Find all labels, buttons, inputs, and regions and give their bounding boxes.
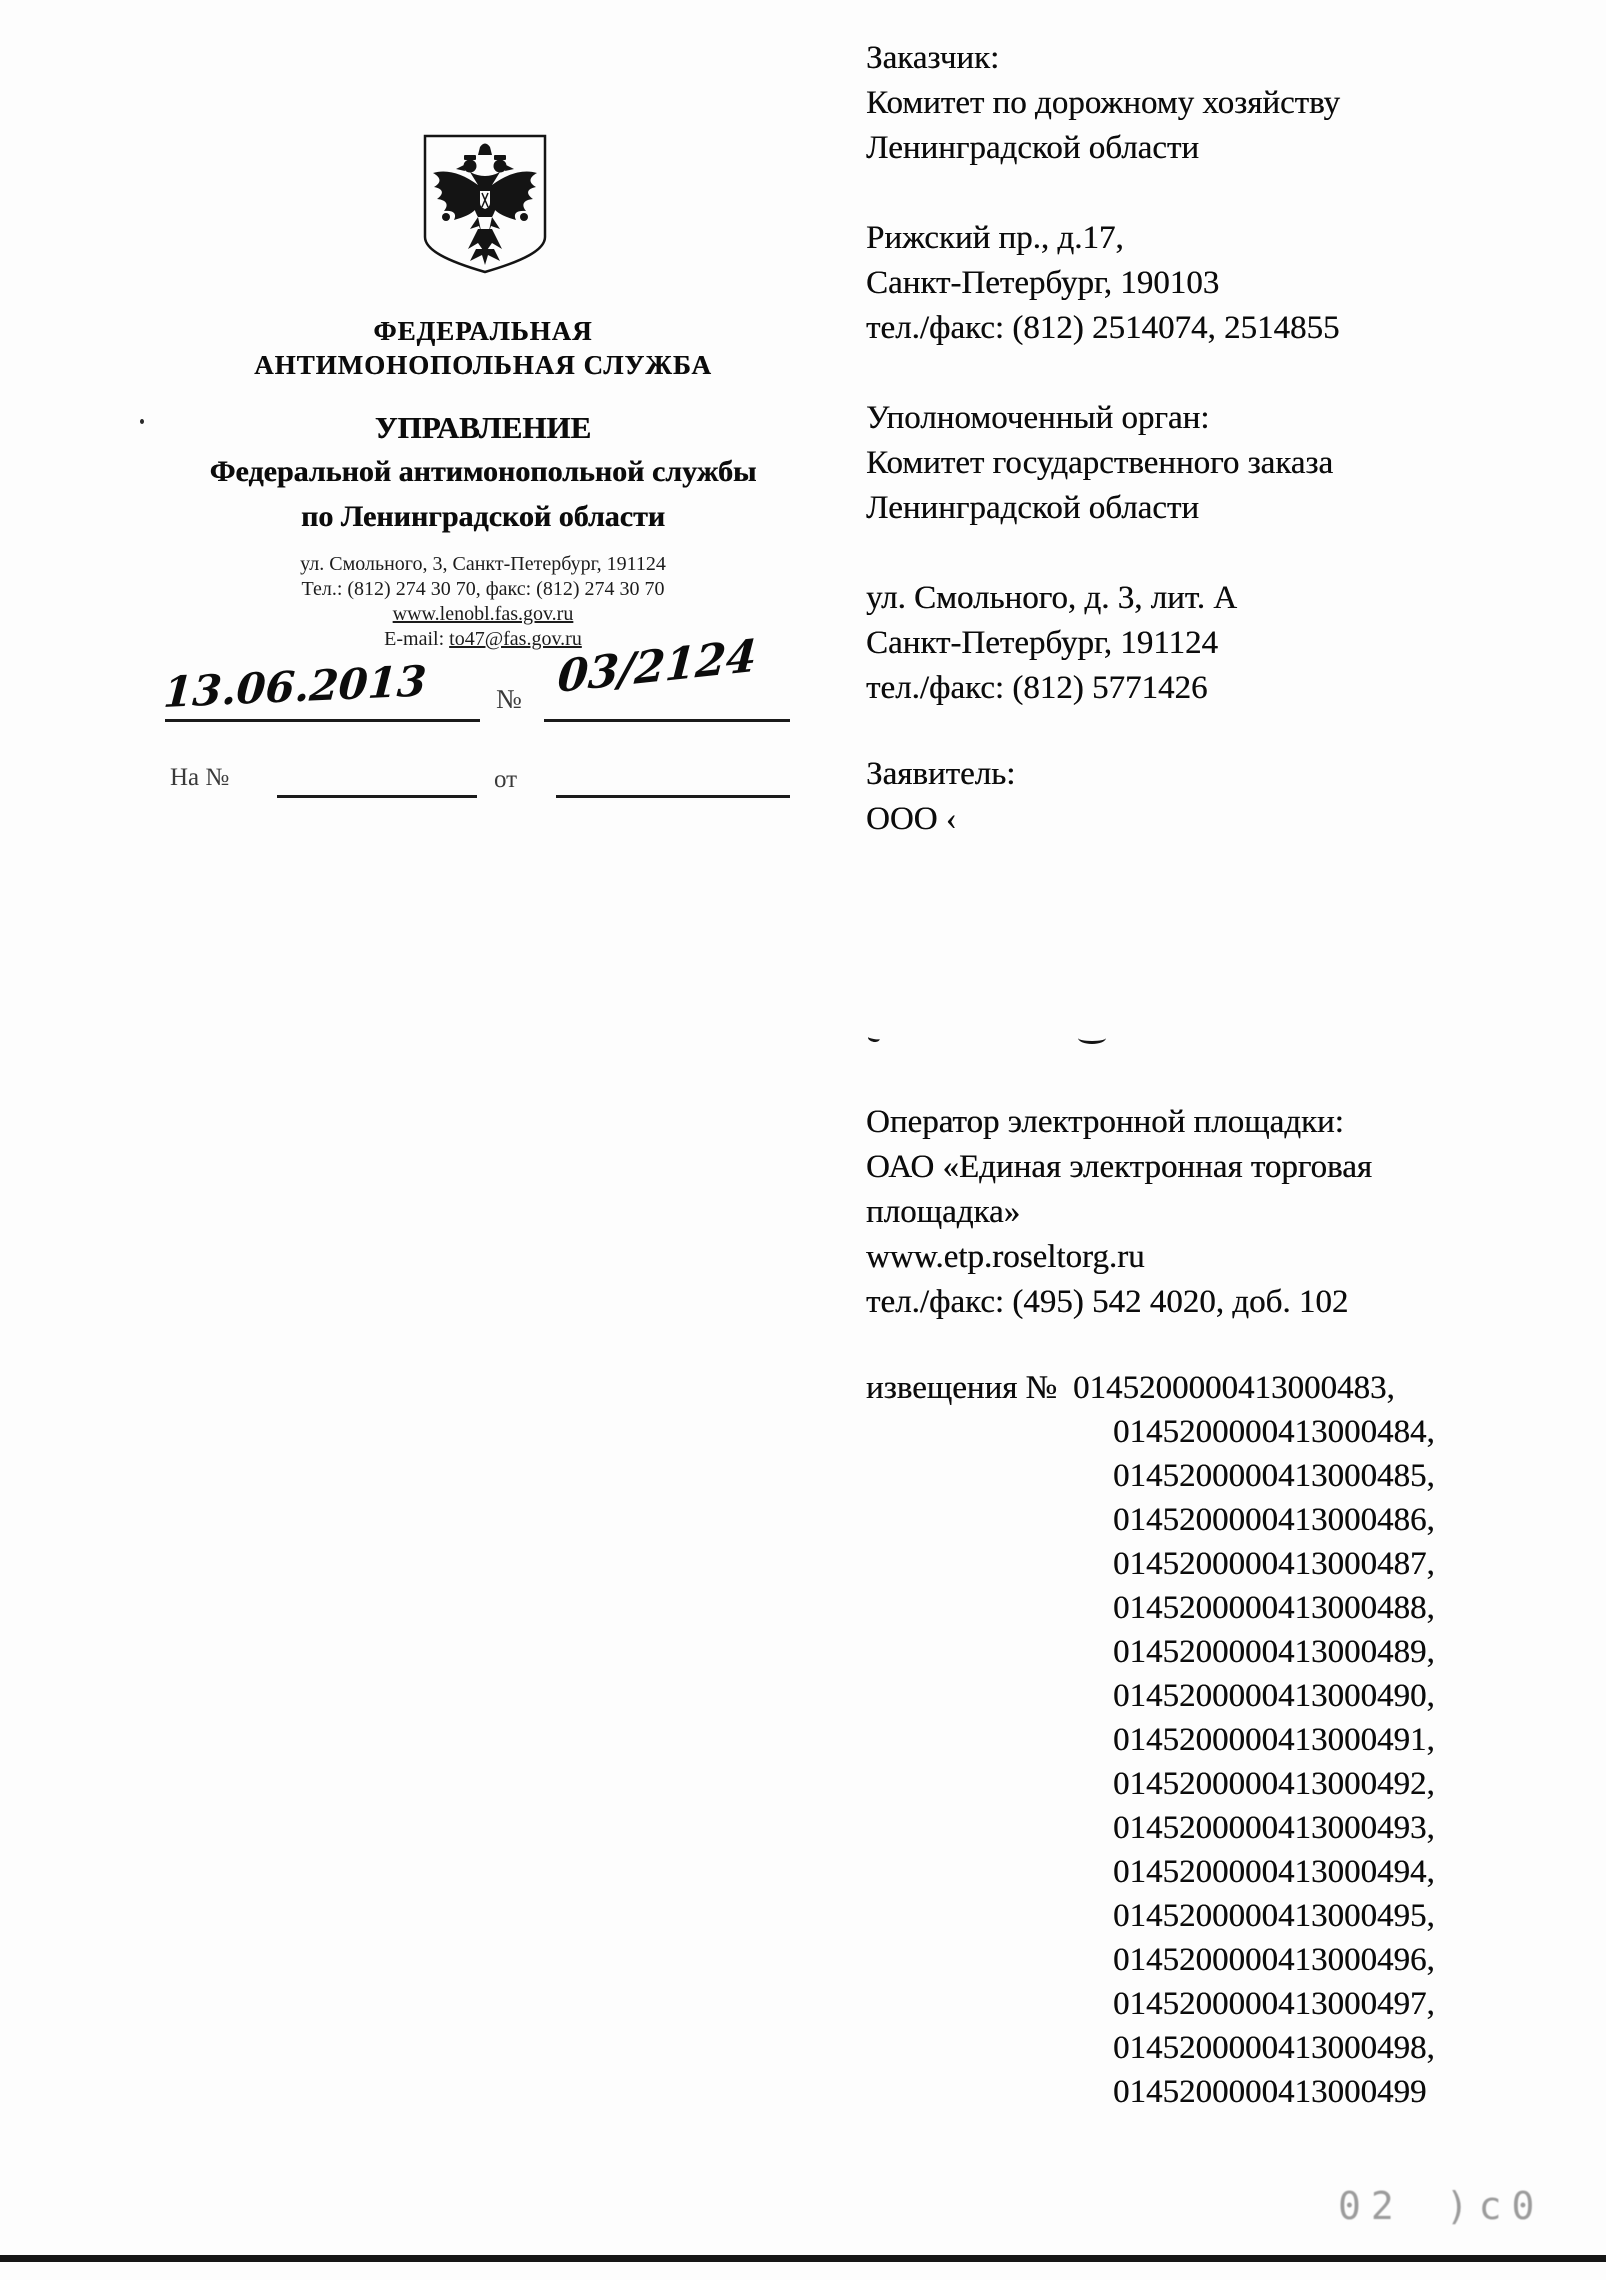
number-sign: № [496,684,522,714]
org-name-line1: ФЕДЕРАЛЬНАЯ [373,316,593,346]
applicant-block [866,752,1586,842]
reply-date-blank [556,795,790,798]
customer-phone: тел./факс: (812) 2514074, 2514855 [866,310,1340,346]
notice-number: 0145200000413000486, [1113,1502,1435,1538]
authority-name-line1: Комитет государственного заказа [866,445,1334,481]
reply-to-label: На № [170,764,230,791]
number-underline [544,719,790,722]
notice-number: 0145200000413000484, [1113,1414,1435,1450]
notice-number: 0145200000413000491, [1113,1722,1435,1758]
fax-stamp-right: )c0 [1445,2184,1545,2228]
operator-label: Оператор электронной площадки: [866,1104,1344,1140]
applicant-label: Заявитель: [866,756,1016,792]
notice-number: 0145200000413000488, [1113,1590,1435,1626]
operator-name-line2: площадка» [866,1194,1021,1230]
notice-number: 0145200000413000496, [1113,1942,1435,1978]
department-line2: Федеральной антимонопольной службы [209,455,757,488]
notice-number: 0145200000413000499 [1113,2074,1427,2110]
org-name-line2: АНТИМОНОПОЛЬНАЯ СЛУЖБА [254,350,712,380]
notice-number: 0145200000413000485, [1113,1458,1435,1494]
scan-speck [140,419,144,424]
customer-address-block [866,216,1586,351]
authority-address-block [866,576,1586,711]
date-underline [165,719,480,722]
letterhead-website: www.lenobl.fas.gov.ru [392,603,574,625]
notice-number: 0145200000413000497, [1113,1986,1435,2022]
redaction-artifact [867,1033,880,1043]
operator-block [866,1100,1586,1325]
letterhead-phone: Тел.: (812) 274 30 70, факс: (812) 274 30 70 [301,578,665,600]
reply-from-label: от [494,766,518,793]
notice-number: 0145200000413000498, [1113,2030,1435,2066]
authority-phone: тел./факс: (812) 5771426 [866,670,1208,706]
letterhead-department [110,407,856,539]
notice-number: 0145200000413000492, [1113,1766,1435,1802]
scan-edge-line [0,2255,1606,2262]
russia-coat-of-arms-icon [420,133,550,275]
customer-name-line2: Ленинградской области [866,130,1199,166]
operator-website: www.etp.roseltorg.ru [866,1239,1145,1275]
customer-address-line1: Рижский пр., д.17, [866,220,1124,256]
fax-stamp-left: 02 [1338,2184,1404,2228]
notice-number: 0145200000413000494, [1113,1854,1435,1890]
customer-name-line1: Комитет по дорожному хозяйству [866,85,1341,121]
department-line1: УПРАВЛЕНИЕ [374,410,592,445]
fax-stamp [1338,2184,1544,2228]
notices-block [866,1366,1586,2114]
letterhead-org-name [150,314,816,382]
reply-number-blank [277,795,477,798]
notice-number: 0145200000413000490, [1113,1678,1435,1714]
notices-label: извещения № [866,1370,1058,1406]
applicant-name: ООО ‹ [866,801,957,837]
operator-phone: тел./факс: (495) 542 4020, доб. 102 [866,1284,1349,1320]
authority-name-line2: Ленинградской области [866,490,1199,526]
handwritten-number: 03/2124 [556,630,759,703]
letterhead-email: to47@fas.gov.ru [449,628,582,650]
notice-number: 0145200000413000483, [1073,1370,1395,1406]
authority-block [866,396,1586,531]
notice-number: 0145200000413000493, [1113,1810,1435,1846]
redaction-artifact [1078,1032,1106,1044]
authority-address-line1: ул. Смольного, д. 3, лит. А [866,580,1238,616]
notice-number: 0145200000413000487, [1113,1546,1435,1582]
email-label: E-mail: [384,628,450,650]
notice-first-line [866,1366,1586,1410]
customer-block [866,36,1586,171]
customer-address-line2: Санкт-Петербург, 190103 [866,265,1220,301]
notice-number: 0145200000413000495, [1113,1898,1435,1934]
letterhead-address: ул. Смольного, 3, Санкт-Петербург, 191124 [300,553,666,575]
authority-label: Уполномоченный орган: [866,400,1210,436]
customer-label: Заказчик: [866,40,1000,76]
department-line3: по Ленинградской области [301,500,665,533]
authority-address-line2: Санкт-Петербург, 191124 [866,625,1218,661]
notice-number: 0145200000413000489, [1113,1634,1435,1670]
operator-name-line1: ОАО «Единая электронная торговая [866,1149,1372,1185]
handwritten-date: 13.06.2013 [162,656,428,717]
